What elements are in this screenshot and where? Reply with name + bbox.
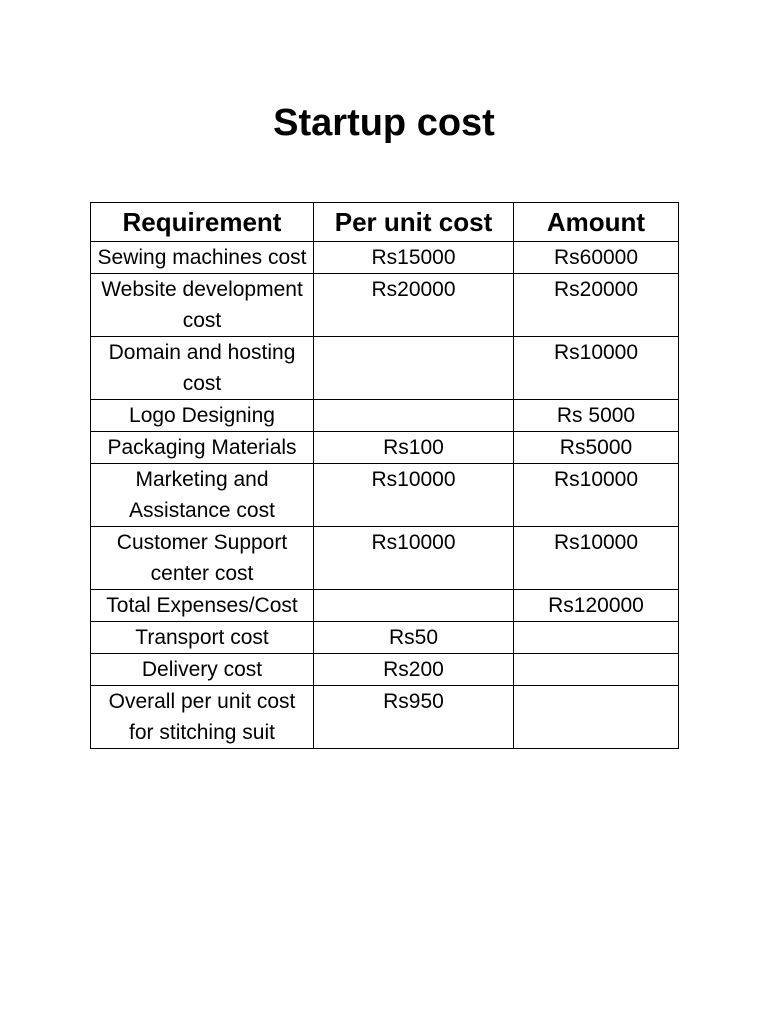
table-row	[91, 686, 679, 749]
per-unit-cell: Rs10000	[314, 527, 514, 590]
table-row	[91, 400, 679, 432]
table-row	[91, 527, 679, 590]
startup-cost-table	[90, 202, 679, 749]
table-row	[91, 274, 679, 337]
amount-cell: Rs20000	[514, 274, 679, 337]
amount-cell: Rs10000	[514, 527, 679, 590]
table-row	[91, 242, 679, 274]
amount-cell: Rs60000	[514, 242, 679, 274]
per-unit-cell: Rs950	[314, 686, 514, 749]
per-unit-cell	[314, 400, 514, 432]
requirement-cell: Delivery cost	[91, 654, 314, 686]
amount-cell: Rs5000	[514, 432, 679, 464]
requirement-cell: Customer Support center cost	[91, 527, 314, 590]
requirement-cell: Transport cost	[91, 622, 314, 654]
amount-cell: Rs10000	[514, 337, 679, 400]
amount-cell	[514, 622, 679, 654]
per-unit-cell: Rs100	[314, 432, 514, 464]
per-unit-cell: Rs15000	[314, 242, 514, 274]
per-unit-cell	[314, 590, 514, 622]
amount-cell: Rs10000	[514, 464, 679, 527]
table-row	[91, 654, 679, 686]
table-header-row	[91, 203, 679, 242]
table-row	[91, 337, 679, 400]
header-requirement: Requirement	[91, 203, 314, 242]
table-row	[91, 590, 679, 622]
per-unit-cell: Rs20000	[314, 274, 514, 337]
amount-cell: Rs120000	[514, 590, 679, 622]
header-per-unit-cost: Per unit cost	[314, 203, 514, 242]
table-row	[91, 622, 679, 654]
table-row	[91, 464, 679, 527]
table-row	[91, 432, 679, 464]
amount-cell	[514, 686, 679, 749]
requirement-cell: Sewing machines cost	[91, 242, 314, 274]
per-unit-cell: Rs10000	[314, 464, 514, 527]
requirement-cell: Overall per unit cost for stitching suit	[91, 686, 314, 749]
requirement-cell: Website development cost	[91, 274, 314, 337]
requirement-cell: Logo Designing	[91, 400, 314, 432]
page-title: Startup cost	[273, 102, 495, 144]
requirement-cell: Packaging Materials	[91, 432, 314, 464]
per-unit-cell: Rs50	[314, 622, 514, 654]
per-unit-cell	[314, 337, 514, 400]
requirement-cell: Domain and hosting cost	[91, 337, 314, 400]
header-amount: Amount	[514, 203, 679, 242]
requirement-cell: Total Expenses/Cost	[91, 590, 314, 622]
per-unit-cell: Rs200	[314, 654, 514, 686]
amount-cell	[514, 654, 679, 686]
requirement-cell: Marketing and Assistance cost	[91, 464, 314, 527]
amount-cell: Rs 5000	[514, 400, 679, 432]
